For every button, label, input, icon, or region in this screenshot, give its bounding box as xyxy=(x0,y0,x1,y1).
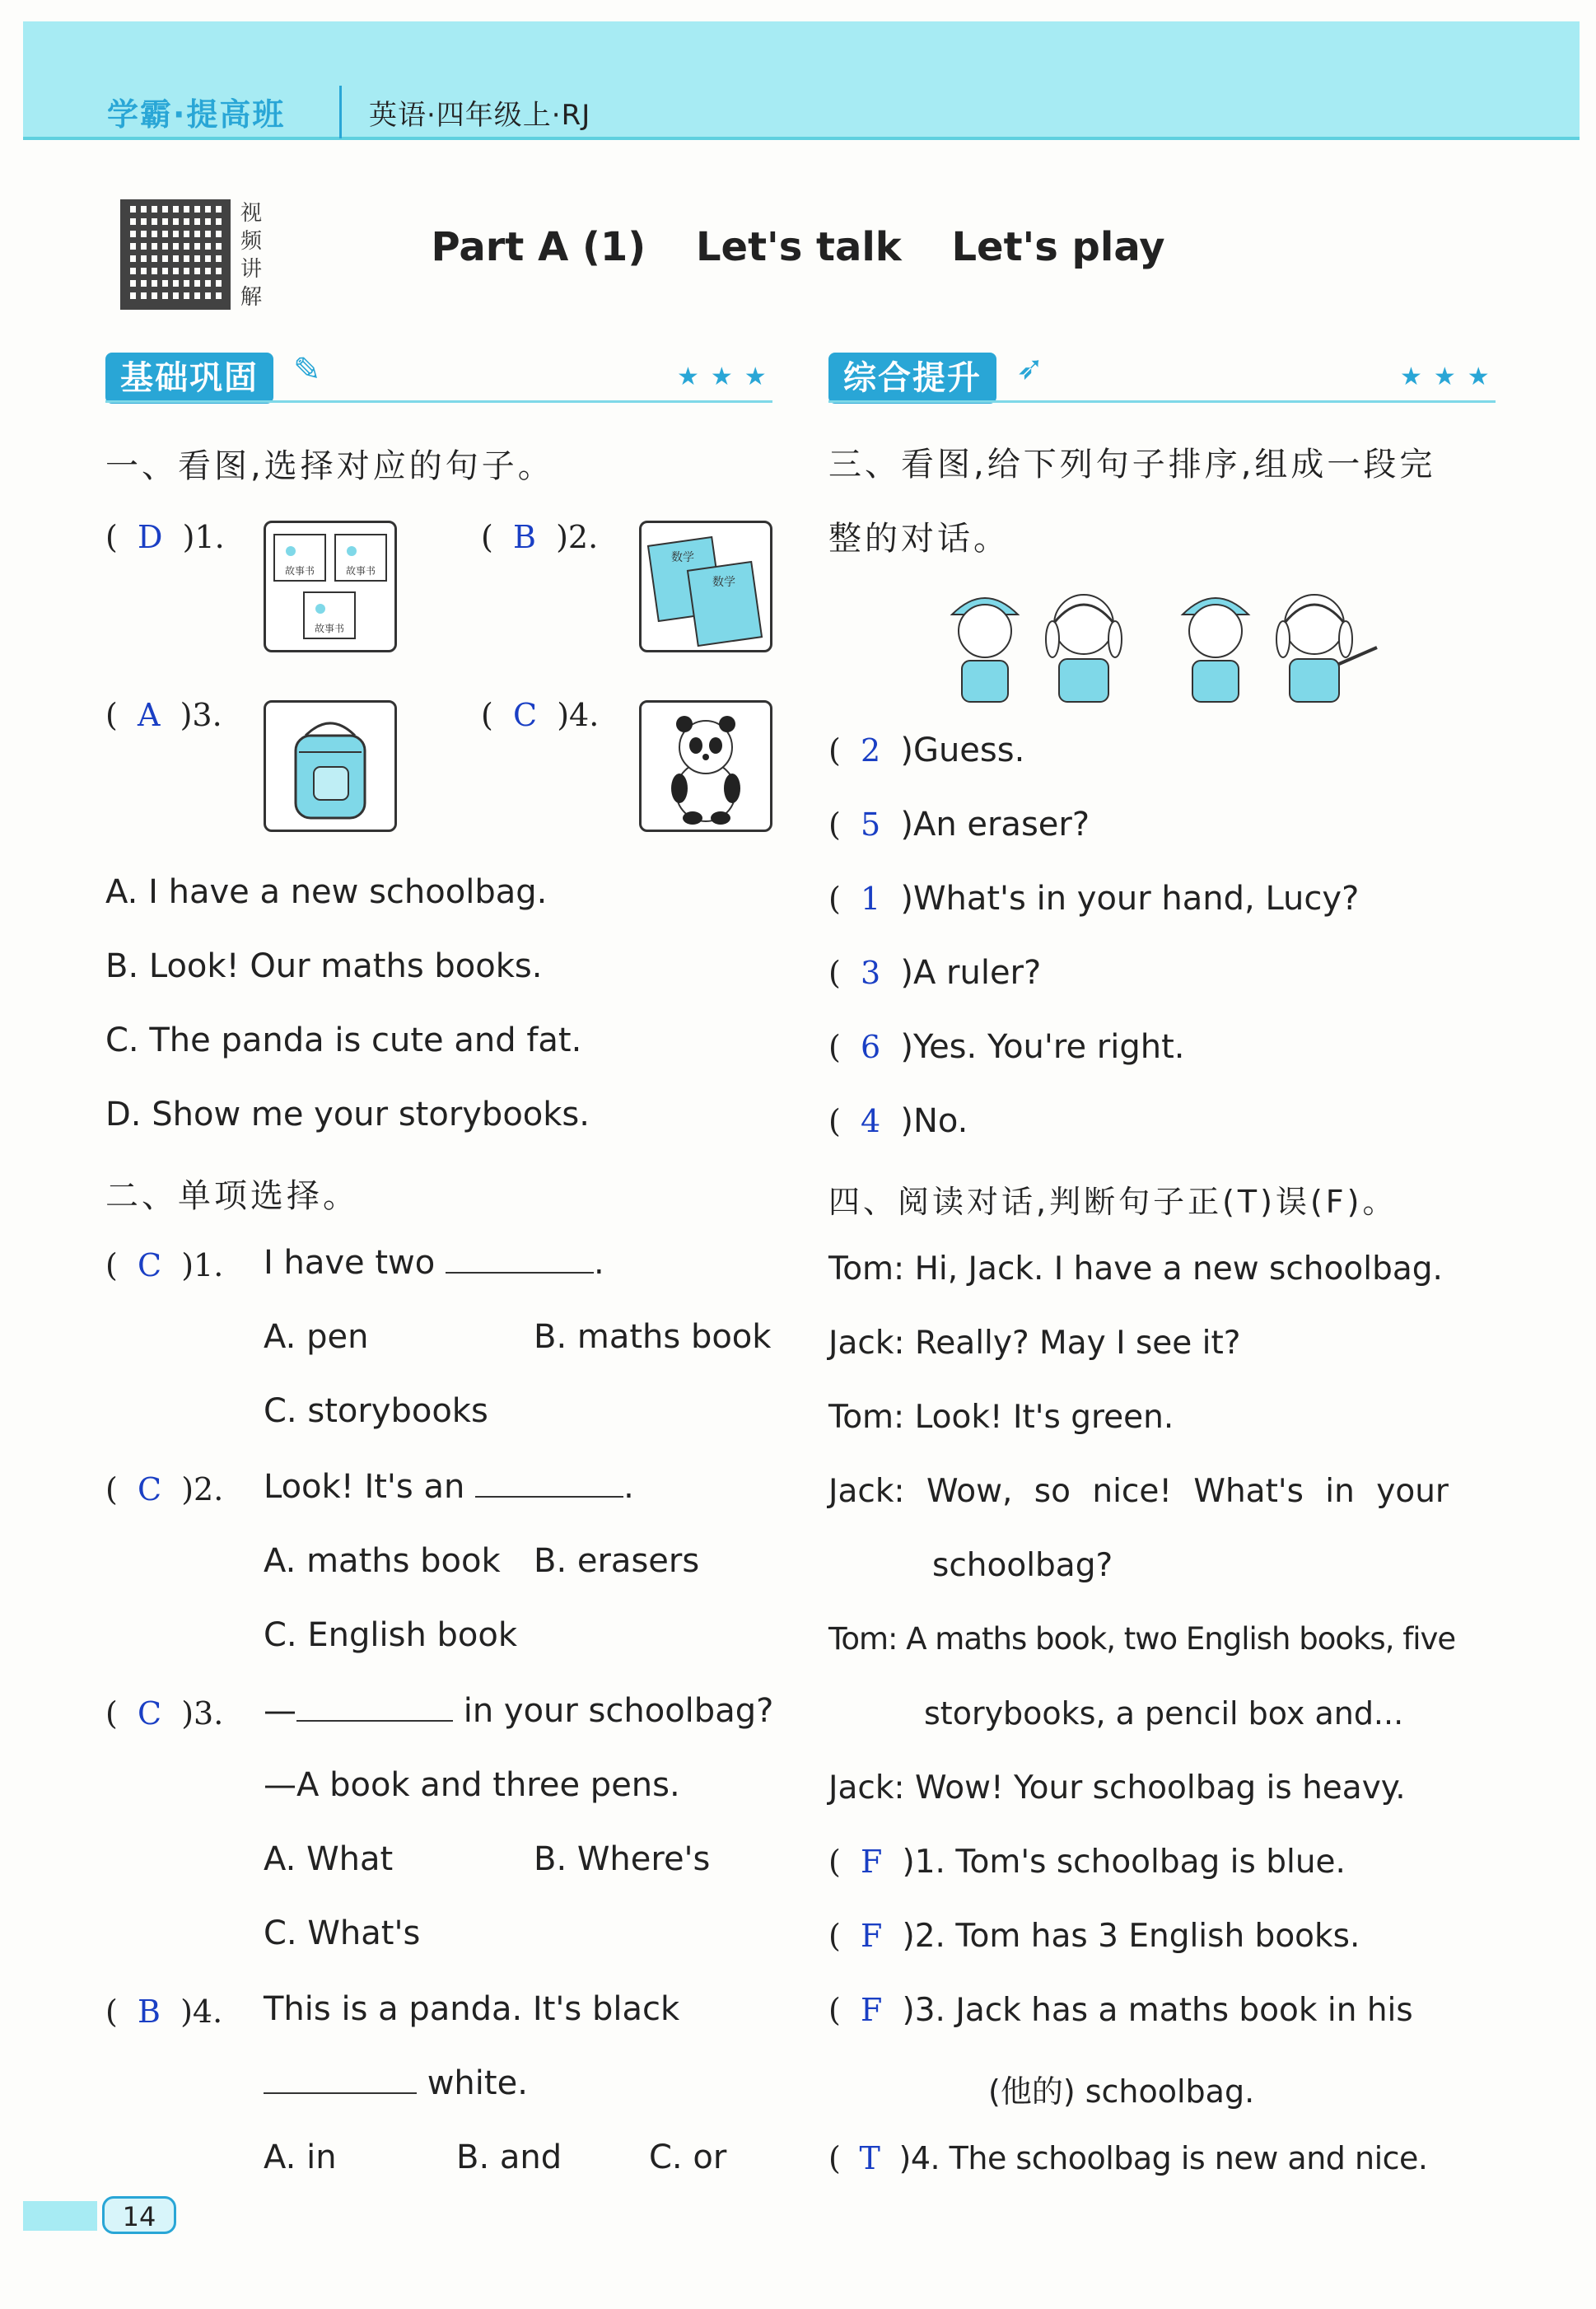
pencil-icon: ✎ xyxy=(293,351,321,389)
q1-item-3: ( A )3. xyxy=(105,697,222,733)
dialogue-line: Jack: Wow, so nice! What's in your xyxy=(828,1473,1449,1510)
q1-option-c: C. The panda is cute and fat. xyxy=(105,1021,582,1059)
q2-2-opt-c: C. English book xyxy=(264,1616,518,1654)
answer: C xyxy=(512,697,538,733)
q3-item-3: ( 1 )What's in your hand, Lucy? xyxy=(828,880,1360,918)
q3-heading-line2: 整的对话。 xyxy=(828,520,1010,558)
q3-item-6: ( 4 )No. xyxy=(828,1102,968,1140)
q3-item-5: ( 6 )Yes. You're right. xyxy=(828,1028,1185,1066)
answer: 2 xyxy=(860,732,881,769)
answer-blank xyxy=(296,1695,453,1722)
q2-4-opt-a: A. in xyxy=(264,2138,337,2176)
answer: C xyxy=(137,1247,162,1283)
dialogue-line: Tom: Look! It's green. xyxy=(828,1399,1174,1436)
stars-icon: ★★★ xyxy=(1400,362,1501,391)
maths-books-picture xyxy=(639,521,772,652)
title-play: Let's play xyxy=(951,224,1165,270)
dialogue-line: storybooks, a pencil box and... xyxy=(924,1695,1404,1732)
q1-option-a: A. I have a new schoolbag. xyxy=(105,873,548,911)
maths-label: 数学 xyxy=(712,576,735,589)
brand-divider xyxy=(339,86,342,138)
q1-option-b: B. Look! Our maths books. xyxy=(105,947,543,985)
answer: C xyxy=(137,1695,162,1732)
q3-item-2: ( 5 )An eraser? xyxy=(828,806,1090,844)
q3-item-1: ( 2 )Guess. xyxy=(828,731,1025,769)
dialogue-line: Jack: Wow! Your schoolbag is heavy. xyxy=(828,1769,1406,1807)
header-divider xyxy=(23,137,1580,140)
q2-3-opt-c: C. What's xyxy=(264,1914,421,1952)
q2-1-opt-c: C. storybooks xyxy=(264,1392,488,1430)
q2-1-opt-a: A. pen xyxy=(264,1318,369,1356)
storybook-label: 故事书 xyxy=(345,565,376,577)
answer-blank xyxy=(264,2068,417,2094)
dialogue-kids-picture xyxy=(944,582,1388,705)
answer: C xyxy=(137,1471,162,1507)
answer: 4 xyxy=(860,1103,881,1139)
section-line-right xyxy=(828,400,1496,403)
qr-label: 视频讲解 xyxy=(240,201,263,310)
q1-item-2: ( B )2. xyxy=(481,519,599,555)
brand-logo: 学霸·提高班 xyxy=(107,96,286,133)
dialogue-line: schoolbag? xyxy=(932,1547,1113,1584)
answer: A xyxy=(137,697,161,733)
q2-4-stem: This is a panda. It's black xyxy=(264,1990,680,2028)
subject-label: 英语·四年级上·RJ xyxy=(369,99,591,132)
answer: F xyxy=(860,1844,883,1880)
q3-item-4: ( 3 )A ruler? xyxy=(828,954,1042,992)
q2-item-4: ( B )4. xyxy=(105,1993,223,2030)
answer: 6 xyxy=(860,1029,881,1065)
boy-icon xyxy=(1183,598,1248,702)
dialogue-line: Tom: Hi, Jack. I have a new schoolbag. xyxy=(828,1250,1443,1288)
answer: F xyxy=(860,1918,883,1954)
q2-3-line2: —A book and three pens. xyxy=(264,1766,680,1804)
answer: F xyxy=(860,1992,883,2028)
stars-icon: ★★★ xyxy=(677,362,778,391)
page-title xyxy=(0,224,1596,270)
q1-item-1: ( D )1. xyxy=(105,519,225,555)
q1-option-d: D. Show me your storybooks. xyxy=(105,1096,590,1133)
dialogue-line: Jack: Really? May I see it? xyxy=(828,1325,1241,1362)
q4-item-2: ( F )2. Tom has 3 English books. xyxy=(828,1918,1360,1955)
girl-icon xyxy=(1276,595,1377,702)
answer-blank xyxy=(446,1247,594,1274)
q2-3-opt-a: A. What xyxy=(264,1840,394,1878)
q2-4-opt-c: C. or xyxy=(649,2138,727,2176)
q4-item-3-line2: (他的) schoolbag. xyxy=(988,2073,1255,2110)
section-badge-advanced: 综合提升 xyxy=(828,353,996,404)
section-line-left xyxy=(105,400,772,403)
q4-item-1: ( F )1. Tom's schoolbag is blue. xyxy=(828,1844,1346,1881)
q2-4-opt-b: B. and xyxy=(456,2138,562,2176)
q2-3-stem: — in your schoolbag? xyxy=(264,1692,774,1730)
q2-item-1: ( C )1. xyxy=(105,1247,224,1283)
q4-item-4: ( T )4. The schoolbag is new and nice. xyxy=(828,2140,1428,2176)
title-talk: Let's talk xyxy=(695,224,902,270)
q4-heading: 四、阅读对话,判断句子正(T)误(F)。 xyxy=(828,1184,1398,1220)
answer: B xyxy=(137,1993,161,2030)
q1-heading: 一、看图,选择对应的句子。 xyxy=(105,447,554,485)
answer: D xyxy=(137,519,163,555)
q2-2-stem: Look! It's an . xyxy=(264,1468,634,1506)
q3-heading-line1: 三、看图,给下列句子排序,组成一段完 xyxy=(828,446,1436,484)
page-tab xyxy=(23,2201,97,2231)
storybook-label: 故事书 xyxy=(284,565,315,577)
answer: 3 xyxy=(860,955,881,991)
rocket-icon: ➶ xyxy=(1016,349,1044,387)
q2-4-stem-line2: white. xyxy=(264,2064,528,2102)
answer-blank xyxy=(475,1471,623,1498)
boy-icon xyxy=(952,598,1018,702)
schoolbag-picture xyxy=(264,700,397,832)
q2-1-stem: I have two . xyxy=(264,1244,604,1282)
q2-2-opt-a: A. maths book xyxy=(264,1542,501,1580)
q4-item-3: ( F )3. Jack has a maths book in his xyxy=(828,1992,1413,2029)
storybook-label: 故事书 xyxy=(314,623,345,634)
answer: B xyxy=(512,519,536,555)
q2-heading: 二、单项选择。 xyxy=(105,1177,359,1215)
q2-item-3: ( C )3. xyxy=(105,1695,224,1732)
storybooks-picture xyxy=(264,521,397,652)
girl-icon xyxy=(1046,595,1122,702)
q2-item-2: ( C )2. xyxy=(105,1471,224,1507)
q2-1-opt-b: B. maths book xyxy=(534,1318,772,1356)
answer: 5 xyxy=(860,806,881,843)
q1-item-4: ( C )4. xyxy=(481,697,600,733)
q2-2-opt-b: B. erasers xyxy=(534,1542,700,1580)
title-part: Part A (1) xyxy=(431,224,646,270)
dialogue-line: Tom: A maths book, two English books, five xyxy=(828,1621,1456,1657)
answer: T xyxy=(859,2140,880,2176)
q2-3-opt-b: B. Where's xyxy=(534,1840,711,1878)
answer: 1 xyxy=(860,881,881,917)
section-badge-basic: 基础巩固 xyxy=(105,353,273,404)
maths-label: 数学 xyxy=(671,551,694,564)
page-number: 14 xyxy=(102,2196,176,2234)
panda-picture xyxy=(639,700,772,832)
